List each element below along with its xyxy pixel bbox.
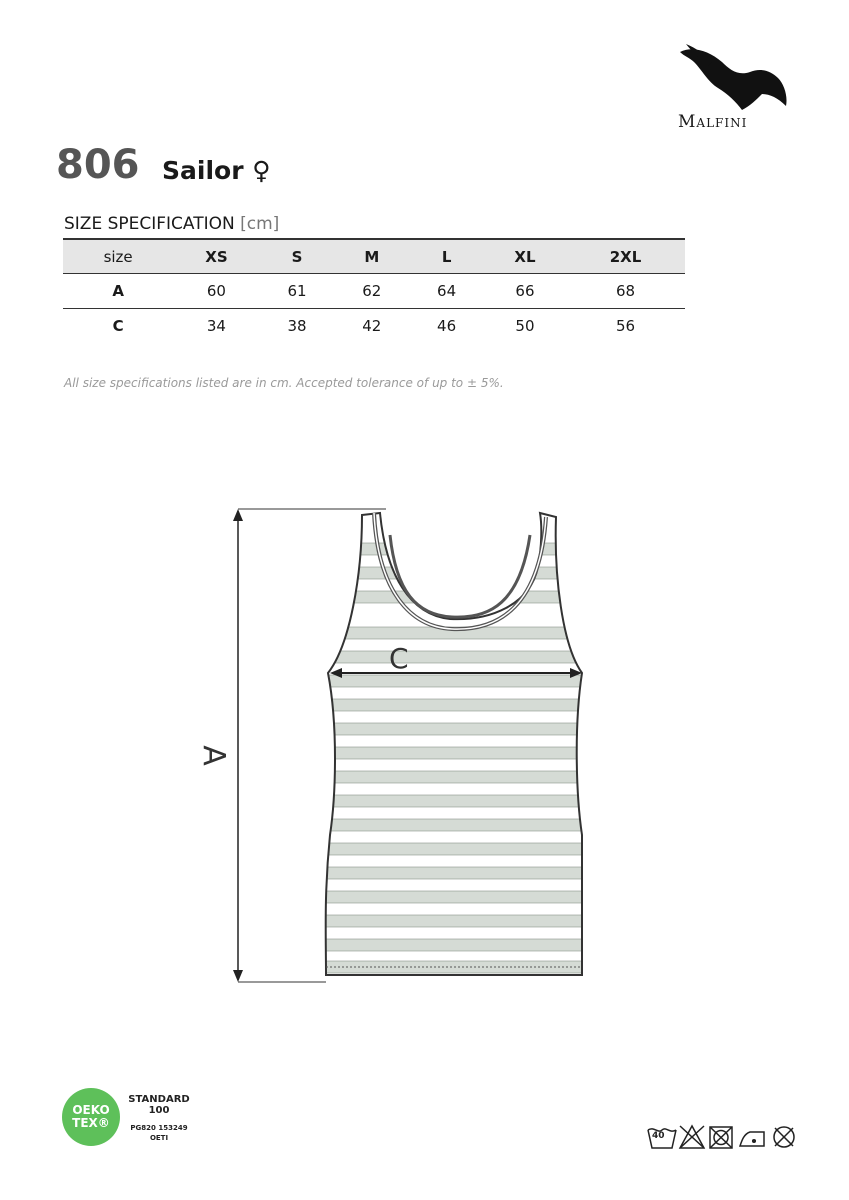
table-cell: 68	[566, 274, 685, 309]
care-symbols	[646, 1122, 802, 1152]
product-code: 806	[56, 142, 140, 188]
column-header: XL	[484, 239, 566, 274]
cert-line-2: OETI	[149, 1134, 169, 1142]
section-title	[64, 214, 279, 234]
iron-low-icon	[740, 1132, 764, 1146]
standard-line-1: STANDARD	[128, 1094, 190, 1105]
column-header: L	[409, 239, 484, 274]
brand-name: Malfini	[678, 112, 748, 132]
column-header: 2XL	[566, 239, 685, 274]
row-label: C	[112, 317, 124, 335]
table-header-row	[63, 239, 685, 274]
dimension-c-label: C	[389, 642, 409, 675]
table-cell: 64	[409, 274, 484, 309]
table-cell: 34	[206, 317, 226, 335]
standard-label	[124, 1094, 194, 1116]
badge-line-1: OEKO	[72, 1103, 110, 1117]
section-unit: [cm]	[240, 214, 280, 234]
certificate-number	[124, 1123, 194, 1143]
table-cell: 56	[615, 317, 636, 335]
section-title-text: SIZE SPECIFICATION	[64, 214, 235, 234]
table-cell: 60	[173, 274, 259, 309]
table-cell: 38	[287, 317, 307, 335]
garment-diagram	[190, 495, 650, 995]
table-cell: 42	[362, 317, 382, 335]
column-header: size	[63, 239, 173, 274]
standard-line-2: 100	[148, 1105, 170, 1116]
column-header: S	[260, 239, 335, 274]
cert-line-1: PG820 153249	[130, 1124, 188, 1132]
brand-logo	[672, 40, 802, 135]
product-name: Sailor ♀	[162, 156, 271, 185]
row-label: A	[63, 274, 173, 309]
table-cell: 66	[484, 274, 566, 309]
column-header: XS	[173, 239, 259, 274]
table-cell: 62	[334, 274, 409, 309]
no-tumble-dry-icon	[710, 1127, 732, 1148]
table-cell: 46	[437, 317, 457, 335]
eagle-icon	[678, 40, 790, 112]
tolerance-note: All size specifications listed are in cm. Accepted tolerance of up to ± 5%.	[64, 376, 504, 390]
size-table	[63, 238, 685, 343]
dimension-a-label: A	[195, 745, 231, 766]
oeko-tex-certification	[62, 1088, 202, 1148]
wash-temperature: 40	[652, 1131, 665, 1141]
column-header: M	[334, 239, 409, 274]
badge-line-2: TEX®	[72, 1116, 110, 1130]
no-dry-clean-icon	[774, 1127, 794, 1147]
table-row	[63, 274, 685, 309]
no-bleach-icon	[680, 1126, 704, 1148]
oeko-tex-badge	[62, 1088, 120, 1146]
table-row	[63, 309, 685, 344]
table-cell: 61	[260, 274, 335, 309]
table-cell: 50	[515, 317, 535, 335]
